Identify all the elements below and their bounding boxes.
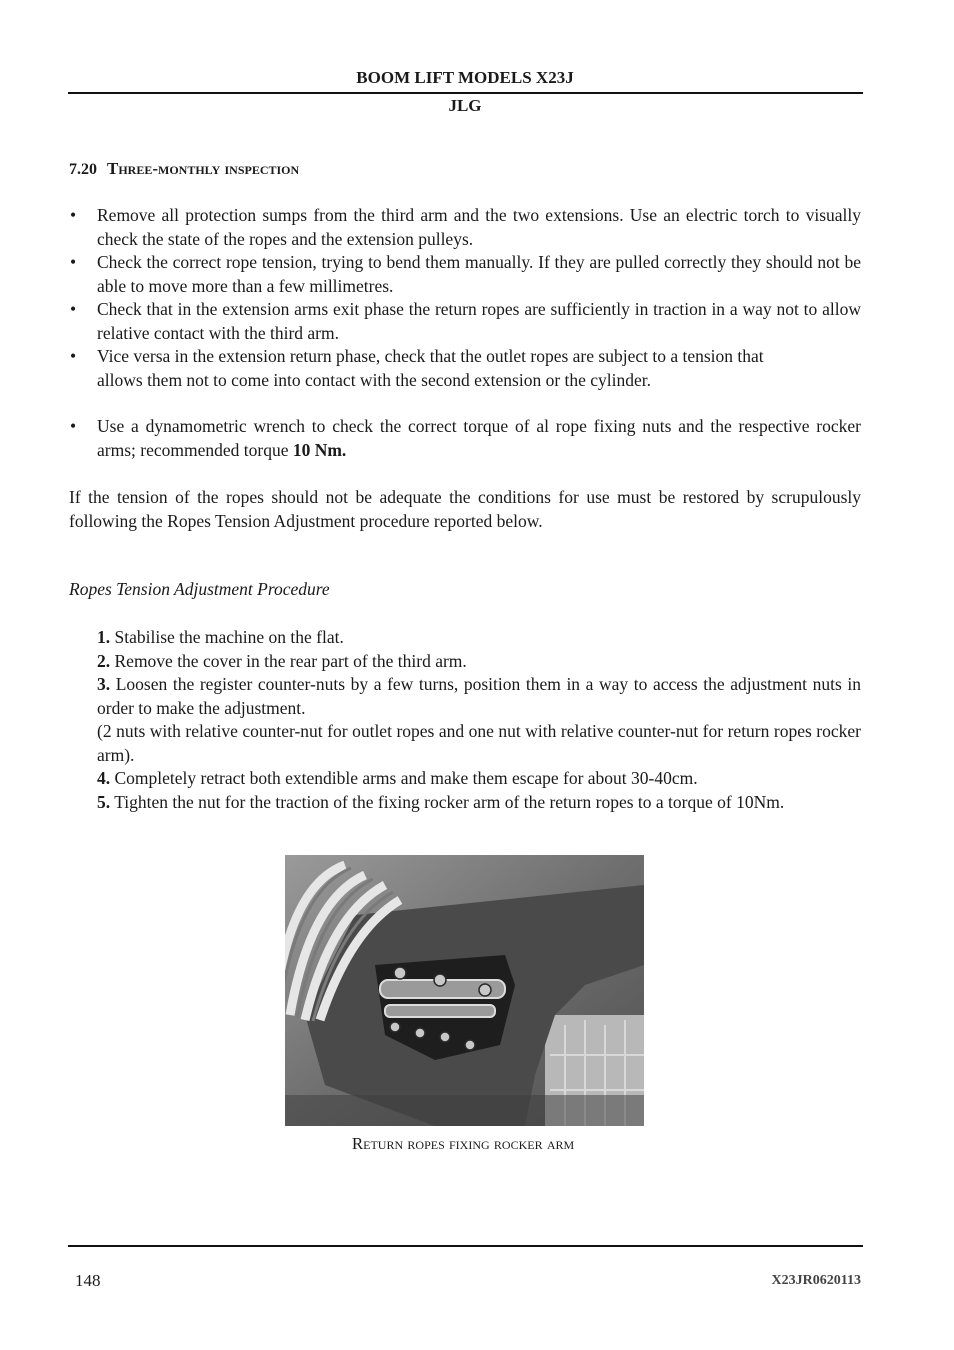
step-text: Loosen the register counter-nuts by a few turns, position them in a way to access the adjustment nuts in order to make the adjustment.	[97, 674, 862, 718]
bullet-item	[70, 204, 861, 251]
header-title: BOOM LIFT MODELS X23J	[356, 68, 574, 87]
step-text: Remove the cover in the rear part of the third arm.	[114, 651, 467, 671]
header-rule	[68, 92, 863, 94]
page-number: 148	[75, 1271, 101, 1290]
bullet-dot: •	[70, 252, 77, 272]
rocker-arm-photo-drawing	[285, 855, 644, 1126]
bullet-dot: •	[70, 205, 77, 225]
figure-caption: Return ropes fixing rocker arm	[351, 1134, 575, 1153]
bullet-item	[70, 415, 861, 462]
body-paragraph: If the tension of the ropes should not be adequate the conditions for use must be restored by scrupulously following the Ropes Tension Adjustment procedure reported below.	[69, 487, 861, 531]
header-subtitle: JLG	[448, 96, 482, 115]
document-code: X23JR0620113	[771, 1273, 861, 1288]
procedure-step	[97, 626, 861, 650]
step-text: Completely retract both extendible arms and make them escape for about 30-40cm.	[114, 768, 698, 788]
bullet-item	[70, 345, 810, 392]
rocker-arm-photo	[285, 855, 644, 1126]
step-number: 1.	[97, 627, 111, 647]
bullet-dot: •	[70, 299, 77, 319]
bullet-item	[70, 251, 861, 298]
footer-rule	[68, 1245, 863, 1247]
bullet-text: Check the correct rope tension, trying to bend them manually. If they are pulled correctly they should not be able to move more than a few millimetres.	[97, 252, 861, 296]
section-title: Three-monthly inspection	[107, 159, 300, 178]
procedure-step	[97, 650, 861, 674]
section-number: 7.20	[69, 161, 97, 178]
procedure-step	[97, 673, 861, 720]
bullet-item	[70, 298, 861, 345]
torque-value: 10 Nm.	[292, 439, 347, 460]
step-number: 4.	[97, 768, 111, 788]
step-text: (2 nuts with relative counter-nut for outlet ropes and one nut with relative counter-nut for return ropes rocker arm).	[97, 721, 861, 765]
bullet-text: Check that in the extension arms exit phase the return ropes are sufficiently in traction in a way not to allow relative contact with the third arm.	[97, 299, 861, 343]
bullet-text	[97, 415, 861, 462]
procedure-step	[97, 791, 861, 815]
step-number: 2.	[97, 651, 111, 671]
procedure-step	[97, 767, 861, 791]
bullet-dot: •	[70, 416, 77, 436]
procedure-step	[97, 720, 861, 767]
procedure-title: Ropes Tension Adjustment Procedure	[69, 579, 330, 599]
bullet-text-main: Use a dynamometric wrench to check the correct torque of al rope fixing nuts and the respective rocker arms; recommended torque	[97, 416, 861, 460]
section-heading	[69, 159, 299, 179]
bullet-text: Vice versa in the extension return phase, check that the outlet ropes are subject to a tension that allows them not to come into contact with the second extension or the cylinder.	[97, 346, 764, 390]
step-text: Tighten the nut for the traction of the fixing rocker arm of the return ropes to a torque of 10Nm.	[114, 792, 785, 812]
step-number: 5.	[97, 792, 111, 812]
step-text: Stabilise the machine on the flat.	[114, 627, 344, 647]
bullet-text: Remove all protection sumps from the third arm and the two extensions. Use an electric torch to visually check the state of the ropes and the extension pulleys.	[97, 205, 861, 249]
bullet-dot: •	[70, 346, 77, 366]
step-number: 3.	[97, 674, 111, 694]
